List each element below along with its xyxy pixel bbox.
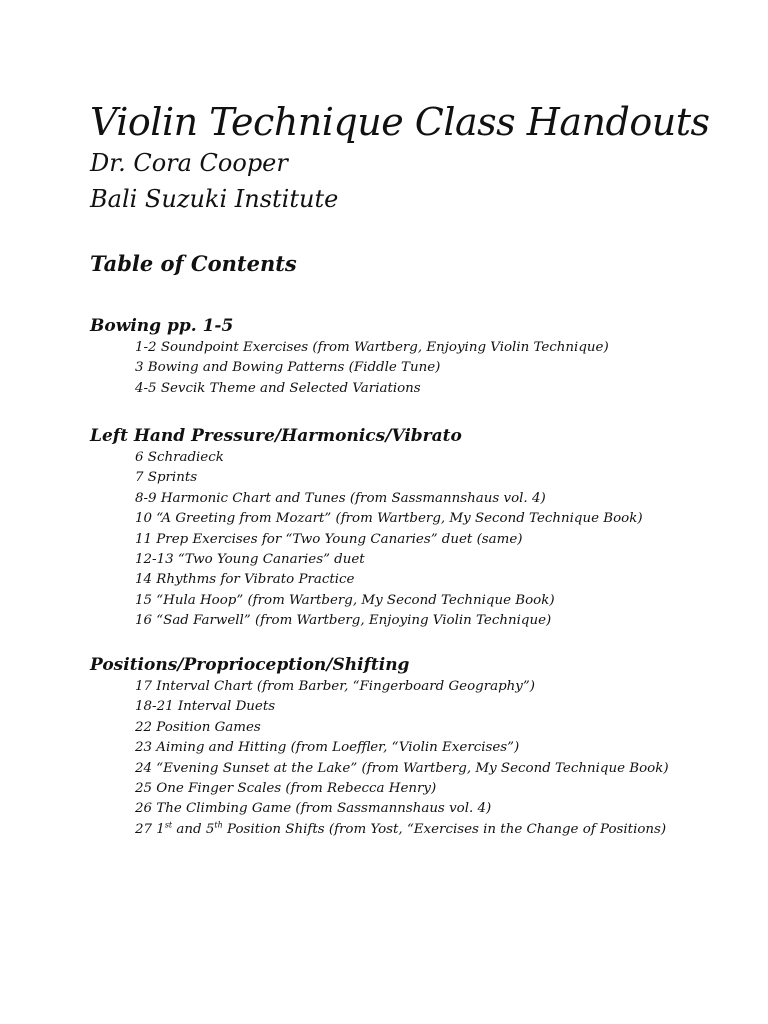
toc-entry: 24 “Evening Sunset at the Lake” (from Wartberg, My Second Technique Book) [135, 760, 669, 776]
toc-entry: 25 One Finger Scales (from Rebecca Henry) [135, 781, 437, 797]
toc-entry: 12-13 “Two Young Canaries” duet [135, 552, 365, 568]
toc-entry [135, 820, 750, 840]
section-title: Bowing pp. 1-5 [90, 316, 234, 336]
toc-entry: 23 Aiming and Hitting (from Loeffler, “Violin Exercises”) [135, 740, 520, 756]
section-title: Positions/Proprioception/Shifting [90, 655, 410, 675]
toc-entry: 1-2 Soundpoint Exercises (from Wartberg, Enjoying Violin Technique) [135, 340, 609, 355]
toc-entry: 11 Prep Exercises for “Two Young Canaries” duet (same) [135, 531, 523, 547]
entry-text-middle: and 5 [172, 821, 215, 837]
institution-name: Bali Suzuki Institute [90, 185, 339, 213]
toc-entry: 8-9 Harmonic Chart and Tunes (from Sassmannshaus vol. 4) [135, 490, 546, 506]
toc-entry: 18-21 Interval Duets [135, 699, 276, 715]
toc-section-positions [90, 653, 750, 840]
toc-entry: 7 Sprints [135, 470, 198, 486]
toc-entry: 16 “Sad Farwell” (from Wartberg, Enjoying Violin Technique) [135, 613, 552, 629]
toc-entry: 10 “A Greeting from Mozart” (from Wartberg, My Second Technique Book) [135, 511, 643, 527]
toc-entry: 4-5 Sevcik Theme and Selected Variations [135, 380, 421, 396]
entry-list [90, 677, 750, 840]
toc-section-bowing [90, 314, 750, 399]
toc-entry: 22 Position Games [135, 719, 261, 735]
ordinal-suffix: th [214, 820, 223, 830]
toc-entry: 26 The Climbing Game (from Sassmannshaus vol. 4) [135, 801, 492, 817]
ordinal-suffix: st [164, 820, 173, 830]
toc-entry: 15 “Hula Hoop” (from Wartberg, My Second Technique Book) [135, 592, 555, 608]
toc-heading: Table of Contents [90, 251, 297, 276]
toc-entry: 17 Interval Chart (from Barber, “Fingerboard Geography”) [135, 679, 535, 694]
author-name: Dr. Cora Cooper [90, 149, 288, 177]
toc-entry: 3 Bowing and Bowing Patterns (Fiddle Tune) [135, 360, 441, 376]
section-title: Left Hand Pressure/Harmonics/Vibrato [90, 426, 462, 446]
entry-text-prefix: 27 1 [135, 821, 165, 837]
toc-entry: 14 Rhythms for Vibrato Practice [135, 572, 355, 588]
entry-list [90, 338, 750, 399]
document-title: Violin Technique Class Handouts [90, 100, 710, 144]
entry-text-suffix: Position Shifts (from Yost, “Exercises in the Change of Positions) [222, 821, 667, 837]
entry-list [90, 448, 750, 632]
toc-entry: 6 Schradieck [135, 450, 224, 465]
toc-section-left-hand [90, 424, 750, 632]
